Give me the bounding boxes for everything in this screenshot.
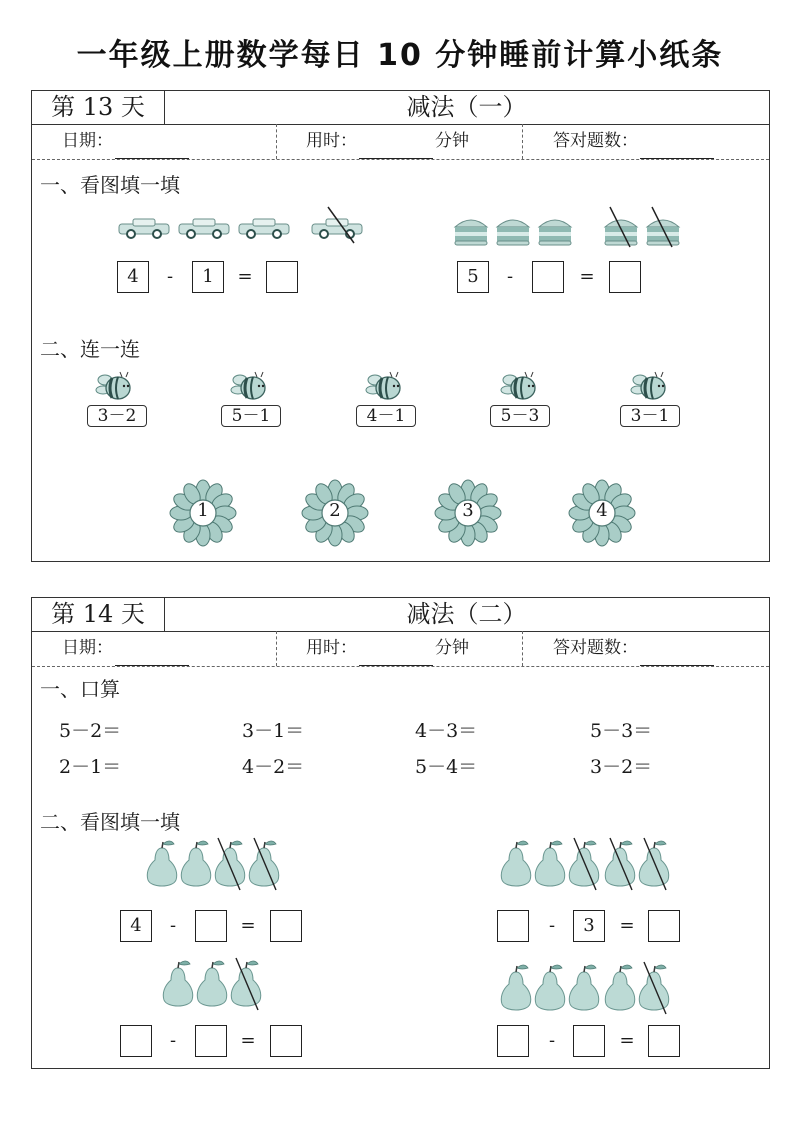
- equals-sign: =: [619, 1030, 635, 1051]
- p1-minuend-box[interactable]: 4: [120, 910, 152, 942]
- pear-icon: [501, 841, 530, 886]
- bee-expression[interactable]: 5－1: [221, 405, 281, 427]
- pear-icon: [249, 841, 278, 886]
- oral-problem: 5－4＝: [415, 756, 478, 778]
- p4-subtrahend-box[interactable]: [573, 1025, 605, 1057]
- minus-sign: -: [169, 915, 177, 936]
- day13-day-label: 第 13 天: [32, 91, 165, 124]
- date-label: 日期：: [62, 131, 113, 151]
- pear-icon: [215, 841, 244, 886]
- pear-icon: [605, 965, 634, 1010]
- day14-day-label: 第 14 天: [32, 598, 165, 631]
- minus-sign: -: [169, 1030, 177, 1051]
- minus-sign: -: [548, 915, 556, 936]
- p1-subtrahend-box[interactable]: [195, 910, 227, 942]
- day14-topic: 减法（二）: [406, 600, 527, 628]
- p1-answer-box[interactable]: [270, 910, 302, 942]
- equals-sign: =: [619, 915, 635, 936]
- equals-sign: =: [240, 915, 256, 936]
- pear-icon: [231, 961, 260, 1006]
- day13-section2-title: 二、连一连: [40, 337, 140, 361]
- p4-minuend-box[interactable]: [497, 1025, 529, 1057]
- oral-problem: 2－1＝: [59, 756, 122, 778]
- equals-sign: =: [579, 266, 595, 287]
- minus-sign: -: [506, 266, 514, 287]
- minutes-label: 分钟: [435, 638, 469, 658]
- bee-expression[interactable]: 5－3: [490, 405, 550, 427]
- equals-sign: =: [240, 1030, 256, 1051]
- day14-section2-title: 二、看图填一填: [40, 810, 180, 834]
- day13-topic: 减法（一）: [406, 93, 527, 121]
- pear-icon: [639, 965, 668, 1010]
- oral-problem: 4－2＝: [242, 756, 305, 778]
- oral-problem: 5－2＝: [59, 720, 122, 742]
- flower-number[interactable]: 2: [329, 500, 341, 521]
- bee-icon: [96, 372, 130, 399]
- oral-problem: 3－1＝: [242, 720, 305, 742]
- p2-minuend-box[interactable]: [497, 910, 529, 942]
- pear-icon: [197, 961, 226, 1006]
- day13-bees: [32, 91, 769, 561]
- pear-icon: [639, 841, 668, 886]
- pear-icon: [569, 841, 598, 886]
- date-label: 日期：: [62, 638, 113, 658]
- pear-icon: [535, 965, 564, 1010]
- oral-problem: 3－2＝: [590, 756, 653, 778]
- flower-number[interactable]: 4: [596, 500, 608, 521]
- equals-sign: =: [237, 266, 253, 287]
- day14-pear-pictures: [32, 598, 769, 1068]
- p3-minuend-box[interactable]: [120, 1025, 152, 1057]
- day13-card: [31, 90, 770, 562]
- bee-icon: [631, 372, 665, 399]
- eq1-subtrahend-box[interactable]: 1: [192, 261, 224, 293]
- pear-icon: [147, 841, 176, 886]
- p2-answer-box[interactable]: [648, 910, 680, 942]
- pear-icon: [181, 841, 210, 886]
- correct-label: 答对题数：: [553, 638, 638, 658]
- p3-answer-box[interactable]: [270, 1025, 302, 1057]
- minus-sign: -: [548, 1030, 556, 1051]
- day14-section1-title: 一、口算: [40, 677, 120, 701]
- pear-icon: [569, 965, 598, 1010]
- correct-label: 答对题数：: [553, 131, 638, 151]
- page-title: 一年级上册数学每日 10 分钟睡前计算小纸条: [76, 38, 724, 73]
- minutes-label: 分钟: [435, 131, 469, 151]
- day14-card: [31, 597, 770, 1069]
- pear-icon: [535, 841, 564, 886]
- p2-subtrahend-box[interactable]: 3: [573, 910, 605, 942]
- p3-subtrahend-box[interactable]: [195, 1025, 227, 1057]
- bee-icon: [501, 372, 535, 399]
- oral-problem: 5－3＝: [590, 720, 653, 742]
- eq2-minuend-box[interactable]: 5: [457, 261, 489, 293]
- pear-icon: [605, 841, 634, 886]
- eq1-minuend-box[interactable]: 4: [117, 261, 149, 293]
- bee-expression[interactable]: 3－2: [87, 405, 147, 427]
- flower-number[interactable]: 3: [462, 500, 474, 521]
- oral-problem: 4－3＝: [415, 720, 478, 742]
- minus-sign: -: [166, 266, 174, 287]
- bee-icon: [366, 372, 400, 399]
- p4-answer-box[interactable]: [648, 1025, 680, 1057]
- pear-icon: [163, 961, 192, 1006]
- flower-number[interactable]: 1: [197, 500, 209, 521]
- pear-icon: [501, 965, 530, 1010]
- time-label: 用时：: [306, 638, 357, 658]
- time-label: 用时：: [306, 131, 357, 151]
- bee-expression[interactable]: 3－1: [620, 405, 680, 427]
- day13-section1-title: 一、看图填一填: [40, 173, 180, 197]
- bee-icon: [231, 372, 265, 399]
- bee-expression[interactable]: 4－1: [356, 405, 416, 427]
